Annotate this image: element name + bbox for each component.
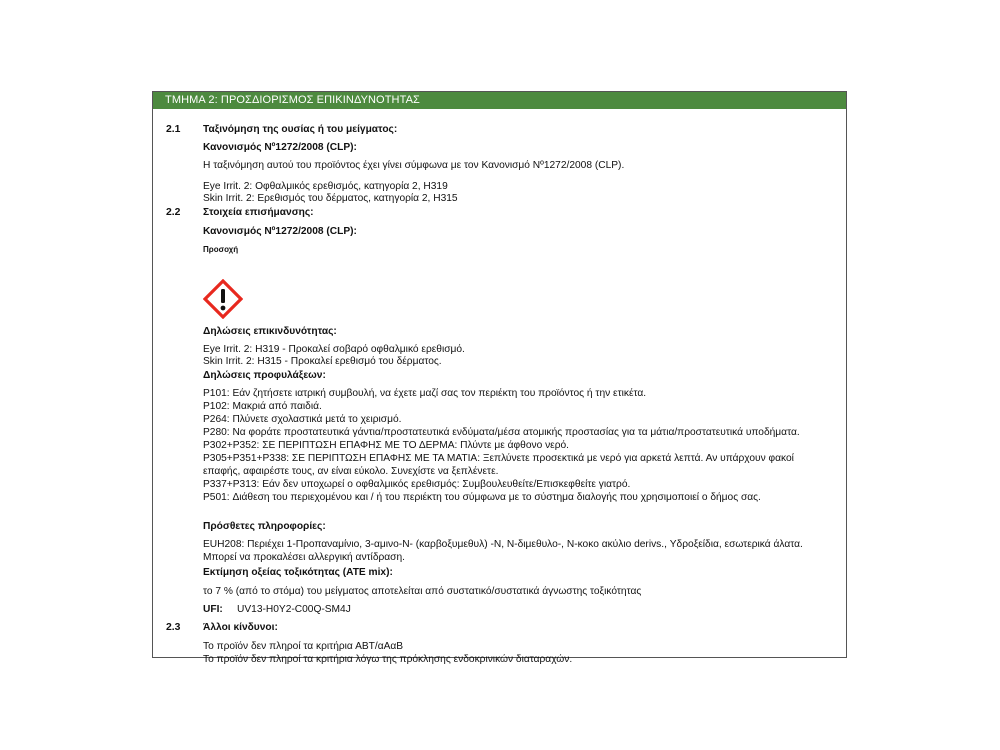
hazard-statement: Eye Irrit. 2: H319 - Προκαλεί σοβαρό οφθαλμικό ερεθισμό. [203,344,465,355]
subsection-title-2-1: Ταξινόμηση της ουσίας ή του μείγματος: [203,124,398,135]
precautionary-statement: P264: Πλύνετε σχολαστικά μετά το χειρισμό. [203,414,402,425]
subsection-number-2-3: 2.3 [166,622,181,633]
precautionary-statement: P302+P352: ΣΕ ΠΕΡΙΠΤΩΣΗ ΕΠΑΦΗΣ ΜΕ ΤΟ ΔΕΡΜΑ: Πλύντε με άφθονο νερό. [203,440,570,451]
ufi-label: UFI: [203,604,223,615]
ate-title: Εκτίμηση οξείας τοξικότητας (ATE mix): [203,567,393,578]
exclamation-mark-ghs07-icon [203,279,243,319]
classification-line: Skin Irrit. 2: Ερεθισμός του δέρματος, κατηγορία 2, H315 [203,193,458,204]
ate-text: το 7 % (από το στόμα) του μείγματος αποτελείται από συστατικό/συστατικά άγνωστης τοξικότητας [203,586,642,597]
precautionary-statement: P337+P313: Εάν δεν υποχωρεί ο οφθαλμικός ερεθισμός: Συμβουλευθείτε/Επισκεφθείτε γιατρό. [203,479,631,490]
subsection-title-2-2: Στοιχεία επισήμανσης: [203,207,314,218]
hazard-statement: Skin Irrit. 2: H315 - Προκαλεί ερεθισμό του δέρματος. [203,356,442,367]
regulation-heading-2-1: Κανονισμός Nº1272/2008 (CLP): [203,142,357,153]
other-hazards-line: Το προϊόν δεν πληροί τα κριτήρια ΑΒΤ/αΑαΒ [203,641,404,652]
precautionary-statement: P280: Να φοράτε προστατευτικά γάντια/προστατευτικά ενδύματα/μέσα ατομικής προστασίας για τα μάτια/προστατευτικά υποδήματα. [203,427,800,438]
precautionary-statement: P102: Μακριά από παιδιά. [203,401,322,412]
precautionary-statement: P501: Διάθεση του περιεχομένου και / ή του περιέκτη του σύμφωνα με το σύστημα διαλογής που χρησιμοποιεί ο δήμος σας. [203,492,761,503]
subsection-title-2-3: Άλλοι κίνδυνοι: [203,622,278,633]
subsection-number-2-2: 2.2 [166,207,181,218]
precautionary-statement: επαφής, αφαιρέστε τους, αν είναι εύκολο. Συνεχίστε να ξεπλένετε. [203,466,499,477]
additional-info-line: EUH208: Περιέχει 1-Προπαναμίνιο, 3-αμινο-N- (καρβοξυμεθυλ) -N, N-διμεθυλο-, N-κοκο ακύλιο derivs., Υδροξείδια, εσωτερικά άλατα. [203,539,803,550]
ufi-value: UV13-H0Y2-C00Q-SM4J [237,604,351,615]
hazard-statements-title: Δηλώσεις επικινδυνότητας: [203,326,337,337]
precautionary-statement: P305+P351+P338: ΣΕ ΠΕΡΙΠΤΩΣΗ ΕΠΑΦΗΣ ΜΕ ΤΑ ΜΑΤΙΑ: Ξεπλύνετε προσεκτικά με νερό για αρκετά λεπτά. Αν υπάρχουν φακοί [203,453,794,464]
precautionary-statements-title: Δηλώσεις προφυλάξεων: [203,370,326,381]
subsection-number-2-1: 2.1 [166,124,181,135]
classification-line: Eye Irrit. 2: Οφθαλμικός ερεθισμός, κατηγορία 2, H319 [203,181,448,192]
signal-word: Προσοχή [203,245,239,254]
section-header: ΤΜΗΜΑ 2: ΠΡΟΣΔΙΟΡΙΣΜΟΣ ΕΠΙΚΙΝΔΥΝΟΤΗΤΑΣ [153,92,846,109]
regulation-heading-2-2: Κανονισμός Nº1272/2008 (CLP): [203,226,357,237]
additional-info-title: Πρόσθετες πληροφορίες: [203,521,326,532]
precautionary-statement: P101: Εάν ζητήσετε ιατρική συμβουλή, να έχετε μαζί σας τον περιέκτη του προϊόντος ή την ετικέτα. [203,388,647,399]
additional-info-line: Μπορεί να προκαλέσει αλλεργική αντίδραση. [203,552,405,563]
classification-text: Η ταξινόμηση αυτού του προϊόντος έχει γίνει σύμφωνα με τον Κανονισμό Nº1272/2008 (CLP). [203,160,625,171]
other-hazards-line: Το προϊόν δεν πληροί τα κριτήρια λόγω της πρόκλησης ενδοκρινικών διαταραχών. [203,654,573,665]
section-frame [152,91,847,665]
